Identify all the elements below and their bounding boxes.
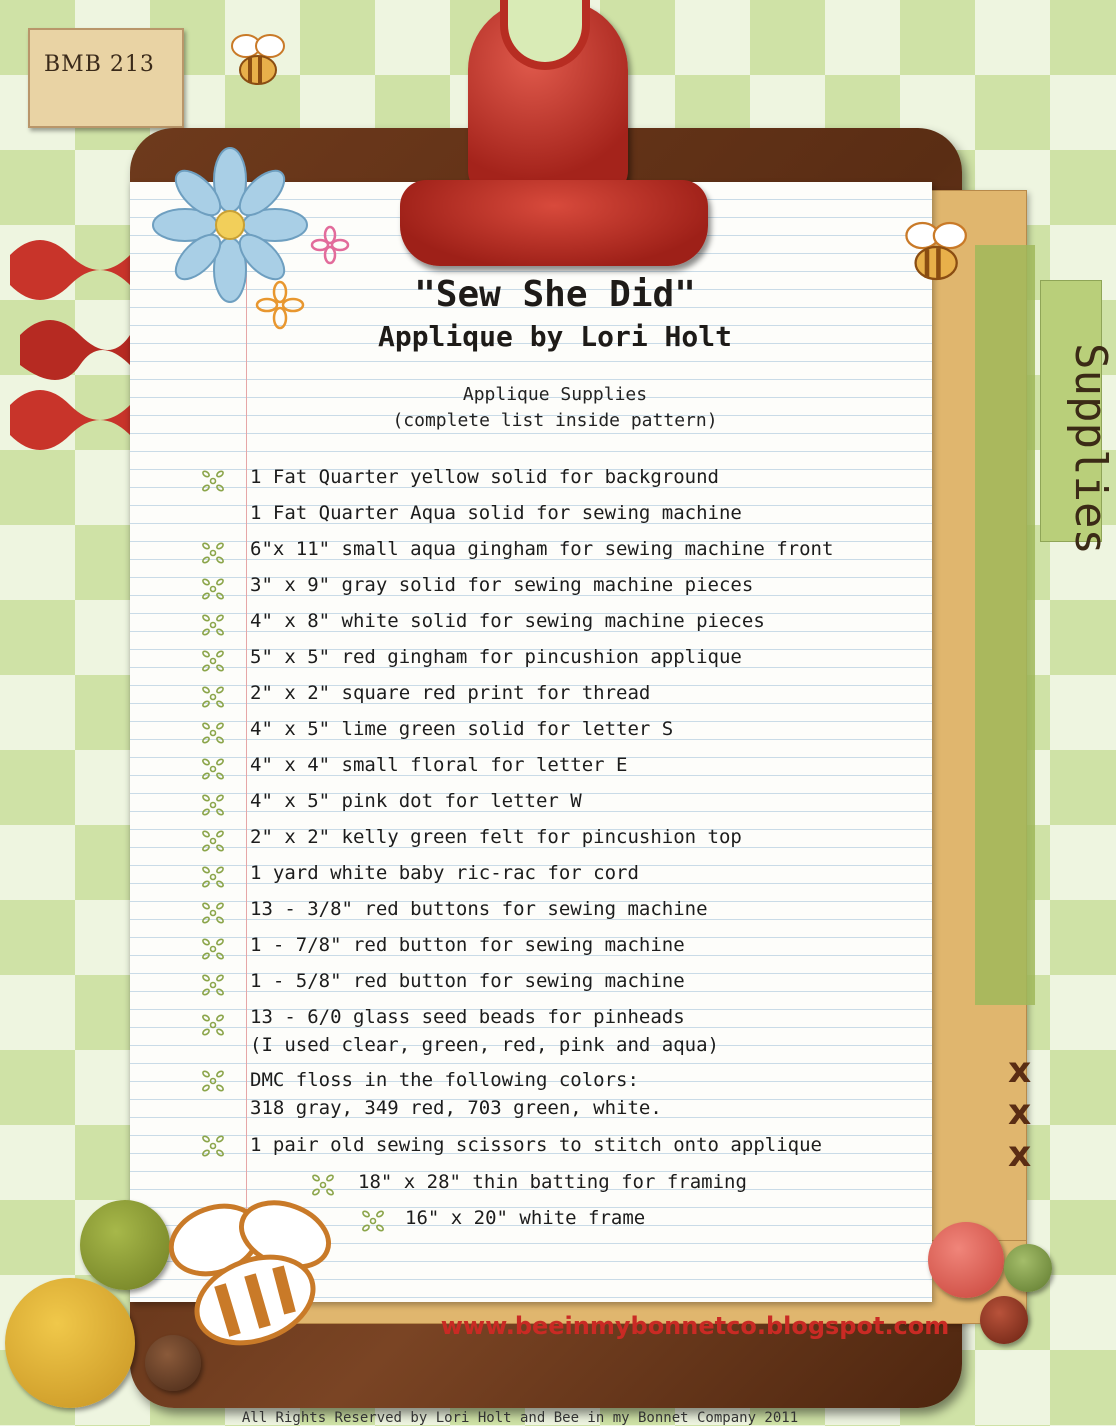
- sprig-bullet-icon: [198, 934, 228, 964]
- sprig-bullet-icon: [198, 610, 228, 640]
- supply-item: 16" x 20" white frame: [405, 1207, 646, 1229]
- yellow-button-icon: [5, 1278, 135, 1408]
- small-green-button-icon: [1004, 1244, 1052, 1292]
- ric-rac-ribbon: [0, 215, 140, 450]
- folder-strip: [975, 245, 1035, 1005]
- sprig-bullet-icon: [198, 466, 228, 496]
- sprig-bullet-icon: [198, 718, 228, 748]
- supply-item-continued: (I used clear, green, red, pink and aqua): [250, 1034, 719, 1056]
- supply-item: 4" x 4" small floral for letter E: [250, 754, 628, 776]
- supply-item: 1 - 7/8" red button for sewing machine: [250, 934, 685, 956]
- pattern-designer: Applique by Lori Holt: [377, 320, 732, 353]
- supply-item: 4" x 8" white solid for sewing machine pieces: [250, 610, 765, 632]
- sprig-bullet-icon: [198, 862, 228, 892]
- supply-item: 13 - 3/8" red buttons for sewing machine: [250, 898, 708, 920]
- binder-clip-base: [400, 180, 708, 266]
- pattern-tag: [28, 28, 184, 128]
- supply-item: 1 Fat Quarter yellow solid for background: [250, 466, 719, 488]
- pink-button-icon: [928, 1222, 1004, 1298]
- supply-item: 2" x 2" square red print for thread: [250, 682, 651, 704]
- supply-item: 4" x 5" pink dot for letter W: [250, 790, 582, 812]
- cross-stitch-mark: x: [1008, 1050, 1032, 1091]
- cross-stitch-mark: x: [1008, 1134, 1032, 1175]
- sprig-bullet-icon: [198, 538, 228, 568]
- sprig-bullet-icon: [198, 574, 228, 604]
- supply-item: 1 - 5/8" red button for sewing machine: [250, 970, 685, 992]
- paper-margin-line: [246, 182, 247, 1302]
- supplies-note: (complete list inside pattern): [392, 410, 718, 431]
- pink-flower-icon: [310, 225, 350, 265]
- website-link[interactable]: www.beeinmybonnetco.blogspot.com: [440, 1312, 950, 1340]
- copyright-notice: All Rights Reserved by Lori Holt and Bee in my Bonnet Company 2011: [241, 1410, 799, 1426]
- supplies-tab-label: Supplies: [1065, 343, 1116, 555]
- supply-item: 2" x 2" kelly green felt for pincushion top: [250, 826, 742, 848]
- sprig-bullet-icon: [198, 754, 228, 784]
- pattern-title: "Sew She Did": [414, 274, 696, 315]
- sprig-bullet-icon: [198, 970, 228, 1000]
- large-bee-icon: [160, 1195, 340, 1355]
- cross-stitch-mark: x: [1008, 1092, 1032, 1133]
- supply-item: 3" x 9" gray solid for sewing machine pieces: [250, 574, 754, 596]
- pattern-code: BMB 213: [44, 52, 155, 77]
- supply-item: 1 yard white baby ric-rac for cord: [250, 862, 639, 884]
- supply-item: 1 pair old sewing scissors to stitch onto applique: [250, 1134, 822, 1156]
- sprig-bullet-icon: [198, 898, 228, 928]
- supply-item-continued: 318 gray, 349 red, 703 green, white.: [250, 1097, 662, 1119]
- supply-item: 5" x 5" red gingham for pincushion applique: [250, 646, 742, 668]
- sprig-bullet-icon: [358, 1206, 388, 1236]
- green-button-icon: [80, 1200, 170, 1290]
- supplies-heading: Applique Supplies: [462, 384, 648, 405]
- sprig-bullet-icon: [198, 790, 228, 820]
- small-flower-icon: [255, 280, 305, 330]
- sprig-bullet-icon: [198, 1066, 228, 1096]
- supply-item: 13 - 6/0 glass seed beads for pinheads: [250, 1006, 685, 1028]
- sprig-bullet-icon: [198, 826, 228, 856]
- sprig-bullet-icon: [198, 1010, 228, 1040]
- sprig-bullet-icon: [198, 1131, 228, 1161]
- bee-icon: [222, 28, 292, 98]
- supply-item: 18" x 28" thin batting for framing: [358, 1171, 747, 1193]
- supply-item: 1 Fat Quarter Aqua solid for sewing machine: [250, 502, 742, 524]
- sprig-bullet-icon: [198, 682, 228, 712]
- supply-item: 4" x 5" lime green solid for letter S: [250, 718, 674, 740]
- supply-item: DMC floss in the following colors:: [250, 1069, 639, 1091]
- supply-item: 6"x 11" small aqua gingham for sewing machine front: [250, 538, 834, 560]
- sprig-bullet-icon: [198, 646, 228, 676]
- bee-icon-right: [895, 215, 975, 295]
